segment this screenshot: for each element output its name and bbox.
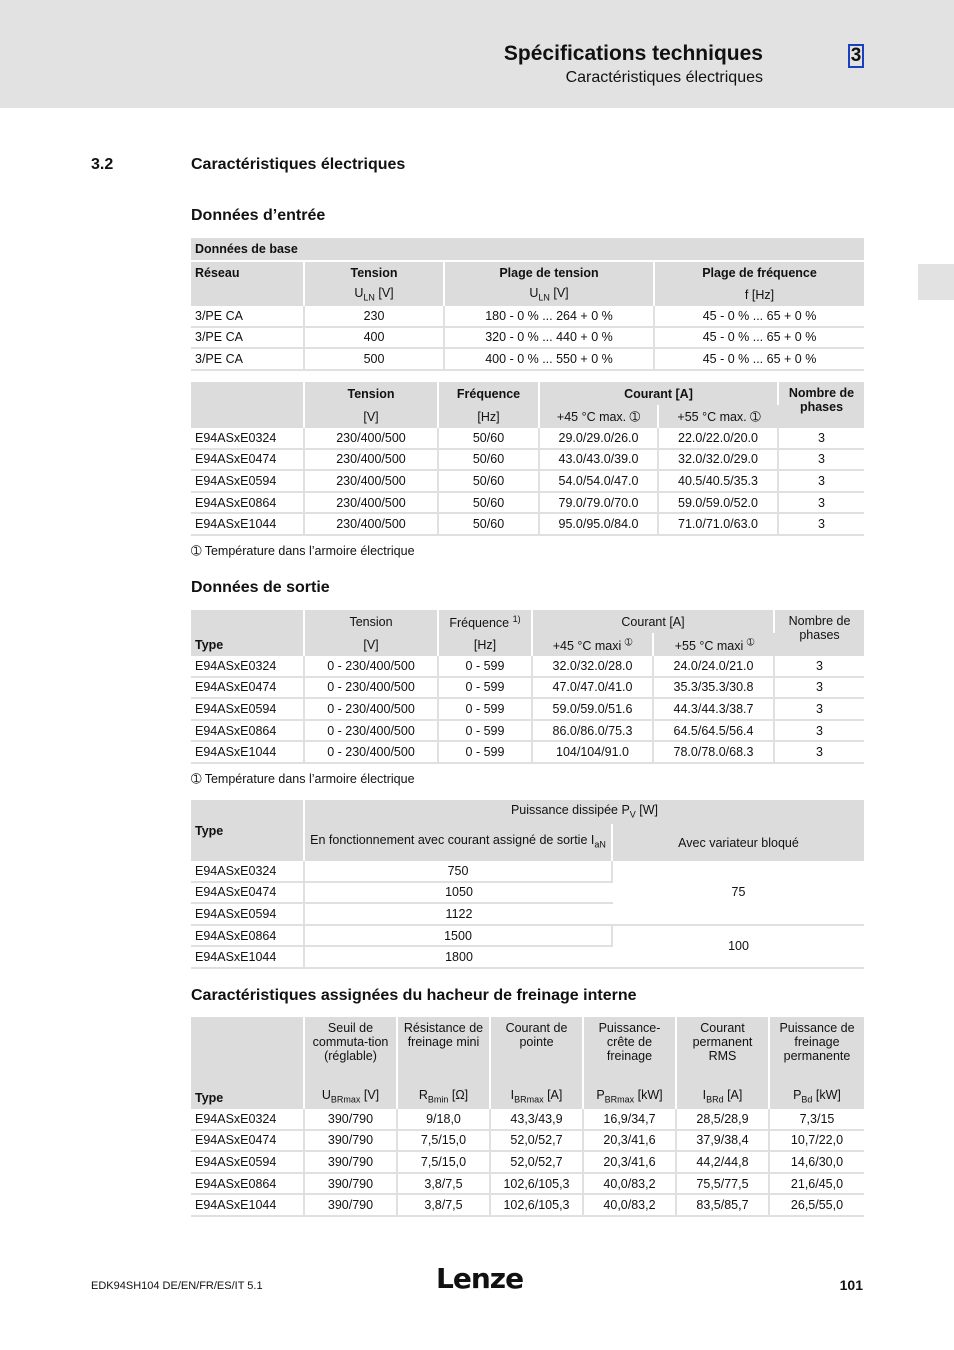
table-row (191, 471, 864, 493)
table-cell: 3/PE CA (191, 328, 305, 350)
table-row (191, 328, 864, 350)
table-cell: E94ASxE0864 (191, 721, 305, 743)
table-cell: E94ASxE0864 (191, 493, 305, 515)
table-cell: 1122 (305, 904, 613, 926)
table-cell: 390/790 (305, 1131, 398, 1153)
table-row (191, 428, 864, 450)
blocked-value-a: 75 (613, 861, 864, 926)
table-cell: 3 (779, 471, 864, 493)
table-row (191, 306, 864, 328)
output-footnote: ➀ Température dans l’armoire électrique (191, 772, 415, 786)
table-cell: 43,3/43,9 (491, 1109, 584, 1131)
base-data-table (191, 238, 864, 371)
table-cell: 45 - 0 % ... 65 + 0 % (655, 328, 864, 350)
table-cell: 45 - 0 % ... 65 + 0 % (655, 349, 864, 371)
table-cell: 3,8/7,5 (398, 1195, 491, 1217)
col-tension: Tension (305, 610, 439, 633)
table-cell: 37,9/38,4 (677, 1131, 770, 1153)
table-cell: 59.0/59.0/52.0 (659, 493, 779, 515)
col-type: Type (191, 610, 305, 656)
table-cell: E94ASxE0594 (191, 904, 305, 926)
table-cell: E94ASxE0324 (191, 861, 305, 883)
table-cell: 44.3/44.3/38.7 (654, 699, 775, 721)
table-cell: 3/PE CA (191, 306, 305, 328)
col-running: En fonctionnement avec courant assigné de sortie $I_{aN}$ (305, 824, 613, 861)
col-blocked: Avec variateur bloqué (613, 824, 864, 861)
table-cell: 7,3/15 (770, 1109, 864, 1131)
col-phases: Nombre de phases (775, 610, 864, 656)
col-freq: Fréquence (439, 382, 540, 405)
col-c45: +45 °C maxi $^➀$ (533, 633, 654, 656)
col-puissance-crete: Puissance-crête de freinage (584, 1017, 677, 1085)
table-cell: 390/790 (305, 1195, 398, 1217)
table-cell: 750 (305, 861, 613, 883)
table-cell: 22.0/22.0/20.0 (659, 428, 779, 450)
table-cell: 0 - 230/400/500 (305, 678, 439, 700)
col-freq-unit: f [Hz] (655, 284, 864, 306)
table-cell: 40,0/83,2 (584, 1174, 677, 1196)
table-cell: 95.0/95.0/84.0 (540, 514, 659, 536)
col-freq: Plage de fréquence (655, 262, 864, 284)
table-cell: 230/400/500 (305, 428, 439, 450)
table-cell: E94ASxE0324 (191, 428, 305, 450)
table-cell: 35.3/35.3/30.8 (654, 678, 775, 700)
table-cell: E94ASxE0594 (191, 699, 305, 721)
blocked-value-b: 100 (613, 926, 864, 969)
lenze-logo: Lenze (436, 1262, 524, 1295)
table-cell: 104/104/91.0 (533, 742, 654, 764)
table-row (191, 1195, 864, 1217)
chapter-tab-marker (918, 264, 954, 300)
table-cell: 20,3/41,6 (584, 1131, 677, 1153)
table-cell: 3 (775, 721, 864, 743)
brake-heading: Caractéristiques assignées du hacheur de freinage interne (191, 987, 637, 1004)
table-row (191, 493, 864, 515)
table-row (191, 861, 864, 883)
table-cell: 230 (305, 306, 445, 328)
col-resistance-unit: $R_{Bmin}$ [Ω] (398, 1085, 491, 1109)
table-cell: 44,2/44,8 (677, 1152, 770, 1174)
col-plage-unit: $U_{LN}$ [V] (445, 284, 655, 306)
table-row (191, 1109, 864, 1131)
table-cell: 3 (779, 428, 864, 450)
table-cell: 75,5/77,5 (677, 1174, 770, 1196)
table-cell: 400 - 0 % ... 550 + 0 % (445, 349, 655, 371)
col-courant: Courant [A] (533, 610, 775, 633)
table-cell: 0 - 599 (439, 742, 533, 764)
table-cell: 47.0/47.0/41.0 (533, 678, 654, 700)
table-cell: 52,0/52,7 (491, 1152, 584, 1174)
table-cell: E94ASxE1044 (191, 1195, 305, 1217)
table-cell: E94ASxE1044 (191, 947, 305, 969)
table-row (191, 1174, 864, 1196)
document-reference: EDK94SH104 DE/EN/FR/ES/IT 5.1 (91, 1280, 263, 1292)
table-cell: 230/400/500 (305, 514, 439, 536)
table-cell: 0 - 230/400/500 (305, 699, 439, 721)
table-cell: 3 (775, 678, 864, 700)
table-cell: 3,8/7,5 (398, 1174, 491, 1196)
page-header (0, 0, 954, 108)
table-cell: 0 - 599 (439, 721, 533, 743)
table-row (191, 450, 864, 472)
col-c45: +45 °C max. ➀ (540, 405, 659, 428)
table-cell: 1050 (305, 883, 613, 905)
col-courant-pointe-unit: $I_{BRmax}$ [A] (491, 1085, 584, 1109)
table-cell: 230/400/500 (305, 493, 439, 515)
table-cell: 3 (775, 699, 864, 721)
table-cell: 79.0/79.0/70.0 (540, 493, 659, 515)
table-cell: 500 (305, 349, 445, 371)
col-puissance-perm-unit: $P_{Bd}$ [kW] (770, 1085, 864, 1109)
power-table (191, 800, 864, 969)
page-number: 101 (839, 1277, 863, 1293)
col-courant-rms-unit: $I_{BRd}$ [A] (677, 1085, 770, 1109)
table-cell: 3 (775, 656, 864, 678)
input-heading: Données d’entrée (191, 207, 326, 224)
table-cell: 24.0/24.0/21.0 (654, 656, 775, 678)
col-tension-unit: $U_{LN}$ [V] (305, 284, 445, 306)
table-cell: E94ASxE0864 (191, 926, 305, 948)
table-cell: 0 - 230/400/500 (305, 656, 439, 678)
table-cell: 0 - 230/400/500 (305, 721, 439, 743)
table-cell: 29.0/29.0/26.0 (540, 428, 659, 450)
table-cell: 43.0/43.0/39.0 (540, 450, 659, 472)
table-cell: E94ASxE0594 (191, 471, 305, 493)
table-row (191, 656, 864, 678)
input-footnote: ➀ Température dans l’armoire électrique (191, 544, 415, 558)
table-row (191, 926, 864, 948)
table-row (191, 699, 864, 721)
table-row (191, 349, 864, 371)
col-courant-pointe: Courant de pointe (491, 1017, 584, 1085)
table-cell: 390/790 (305, 1109, 398, 1131)
base-group-header: Données de base (191, 238, 864, 262)
table-cell: 28,5/28,9 (677, 1109, 770, 1131)
table-row (191, 742, 864, 764)
table-cell: 54.0/54.0/47.0 (540, 471, 659, 493)
table-cell: E94ASxE0474 (191, 450, 305, 472)
col-tension-unit: [V] (305, 405, 439, 428)
table-cell: 32.0/32.0/29.0 (659, 450, 779, 472)
table-cell: 14,6/30,0 (770, 1152, 864, 1174)
table-cell: 3 (779, 450, 864, 472)
table-cell: 83,5/85,7 (677, 1195, 770, 1217)
col-resistance: Résistance de freinage mini (398, 1017, 491, 1085)
col-tension: Tension (305, 382, 439, 405)
table-cell: 1800 (305, 947, 613, 969)
header-subtitle: Caractéristiques électriques (565, 69, 763, 86)
table-cell: 50/60 (439, 493, 540, 515)
table-cell: 45 - 0 % ... 65 + 0 % (655, 306, 864, 328)
table-cell: 71.0/71.0/63.0 (659, 514, 779, 536)
table-cell: E94ASxE0324 (191, 1109, 305, 1131)
col-tension: Tension (305, 262, 445, 284)
table-cell: 40.5/40.5/35.3 (659, 471, 779, 493)
chapter-number: 3 (848, 44, 864, 68)
table-cell: 102,6/105,3 (491, 1195, 584, 1217)
col-reseau: Réseau (191, 262, 305, 306)
col-tension-unit: [V] (305, 633, 439, 656)
col-type: Type (191, 1017, 305, 1109)
table-cell: 20,3/41,6 (584, 1152, 677, 1174)
input-current-table (191, 382, 864, 536)
table-cell: 78.0/78.0/68.3 (654, 742, 775, 764)
table-cell: 32.0/32.0/28.0 (533, 656, 654, 678)
table-cell: 0 - 599 (439, 678, 533, 700)
col-seuil: Seuil de commuta-tion (réglable) (305, 1017, 398, 1085)
table-cell: 390/790 (305, 1174, 398, 1196)
table-cell: E94ASxE0864 (191, 1174, 305, 1196)
table-cell: E94ASxE0324 (191, 656, 305, 678)
col-freq: Fréquence $^{1)}$ (439, 610, 533, 633)
table-cell: 40,0/83,2 (584, 1195, 677, 1217)
table-cell: E94ASxE0474 (191, 678, 305, 700)
brake-table (191, 1017, 864, 1217)
table-cell: E94ASxE1044 (191, 514, 305, 536)
col-courant-rms: Courant permanent RMS (677, 1017, 770, 1085)
table-cell: 64.5/64.5/56.4 (654, 721, 775, 743)
table-cell: 102,6/105,3 (491, 1174, 584, 1196)
output-heading: Données de sortie (191, 579, 330, 596)
col-puissance-perm: Puissance de freinage permanente (770, 1017, 864, 1085)
col-puissance-crete-unit: $P_{BRmax}$ [kW] (584, 1085, 677, 1109)
col-type: Type (191, 800, 305, 861)
col-freq-unit: [Hz] (439, 405, 540, 428)
table-cell: 230/400/500 (305, 450, 439, 472)
table-cell: 21,6/45,0 (770, 1174, 864, 1196)
table-cell: 86.0/86.0/75.3 (533, 721, 654, 743)
table-cell: 230/400/500 (305, 471, 439, 493)
output-table (191, 610, 864, 764)
table-cell: 7,5/15,0 (398, 1152, 491, 1174)
table-cell: 9/18,0 (398, 1109, 491, 1131)
section-number: 3.2 (91, 156, 114, 173)
table-row (191, 678, 864, 700)
col-blank (191, 382, 305, 428)
table-cell: 26,5/55,0 (770, 1195, 864, 1217)
table-cell: 180 - 0 % ... 264 + 0 % (445, 306, 655, 328)
table-cell: 3/PE CA (191, 349, 305, 371)
table-cell: 50/60 (439, 514, 540, 536)
section-title: Caractéristiques électriques (191, 156, 406, 173)
table-cell: 7,5/15,0 (398, 1131, 491, 1153)
col-seuil-unit: $U_{BRmax}$ [V] (305, 1085, 398, 1109)
table-cell: 400 (305, 328, 445, 350)
table-cell: 1500 (305, 926, 613, 948)
table-cell: 10,7/22,0 (770, 1131, 864, 1153)
table-row (191, 721, 864, 743)
table-cell: 0 - 599 (439, 699, 533, 721)
table-row (191, 1152, 864, 1174)
table-cell: 0 - 230/400/500 (305, 742, 439, 764)
table-cell: 3 (775, 742, 864, 764)
col-c55: +55 °C max. ➀ (659, 405, 779, 428)
table-row (191, 1131, 864, 1153)
table-cell: E94ASxE0474 (191, 1131, 305, 1153)
col-plage: Plage de tension (445, 262, 655, 284)
table-cell: 59.0/59.0/51.6 (533, 699, 654, 721)
table-cell: E94ASxE0474 (191, 883, 305, 905)
table-cell: 52,0/52,7 (491, 1131, 584, 1153)
table-cell: 390/790 (305, 1152, 398, 1174)
col-c55: +55 °C maxi $^➀$ (654, 633, 775, 656)
table-cell: 320 - 0 % ... 440 + 0 % (445, 328, 655, 350)
header-title: Spécifications techniques (503, 42, 763, 65)
table-cell: 3 (779, 493, 864, 515)
col-phases: Nombre de phases (779, 382, 864, 428)
table-cell: 3 (779, 514, 864, 536)
table-cell: 50/60 (439, 471, 540, 493)
table-cell: E94ASxE0594 (191, 1152, 305, 1174)
col-courant: Courant [A] (540, 382, 779, 405)
col-freq-unit: [Hz] (439, 633, 533, 656)
table-cell: 16,9/34,7 (584, 1109, 677, 1131)
table-cell: 50/60 (439, 428, 540, 450)
col-pd: Puissance dissipée $P_V$ [W] (305, 800, 864, 824)
table-cell: 50/60 (439, 450, 540, 472)
table-cell: E94ASxE1044 (191, 742, 305, 764)
table-row (191, 514, 864, 536)
table-cell: 0 - 599 (439, 656, 533, 678)
